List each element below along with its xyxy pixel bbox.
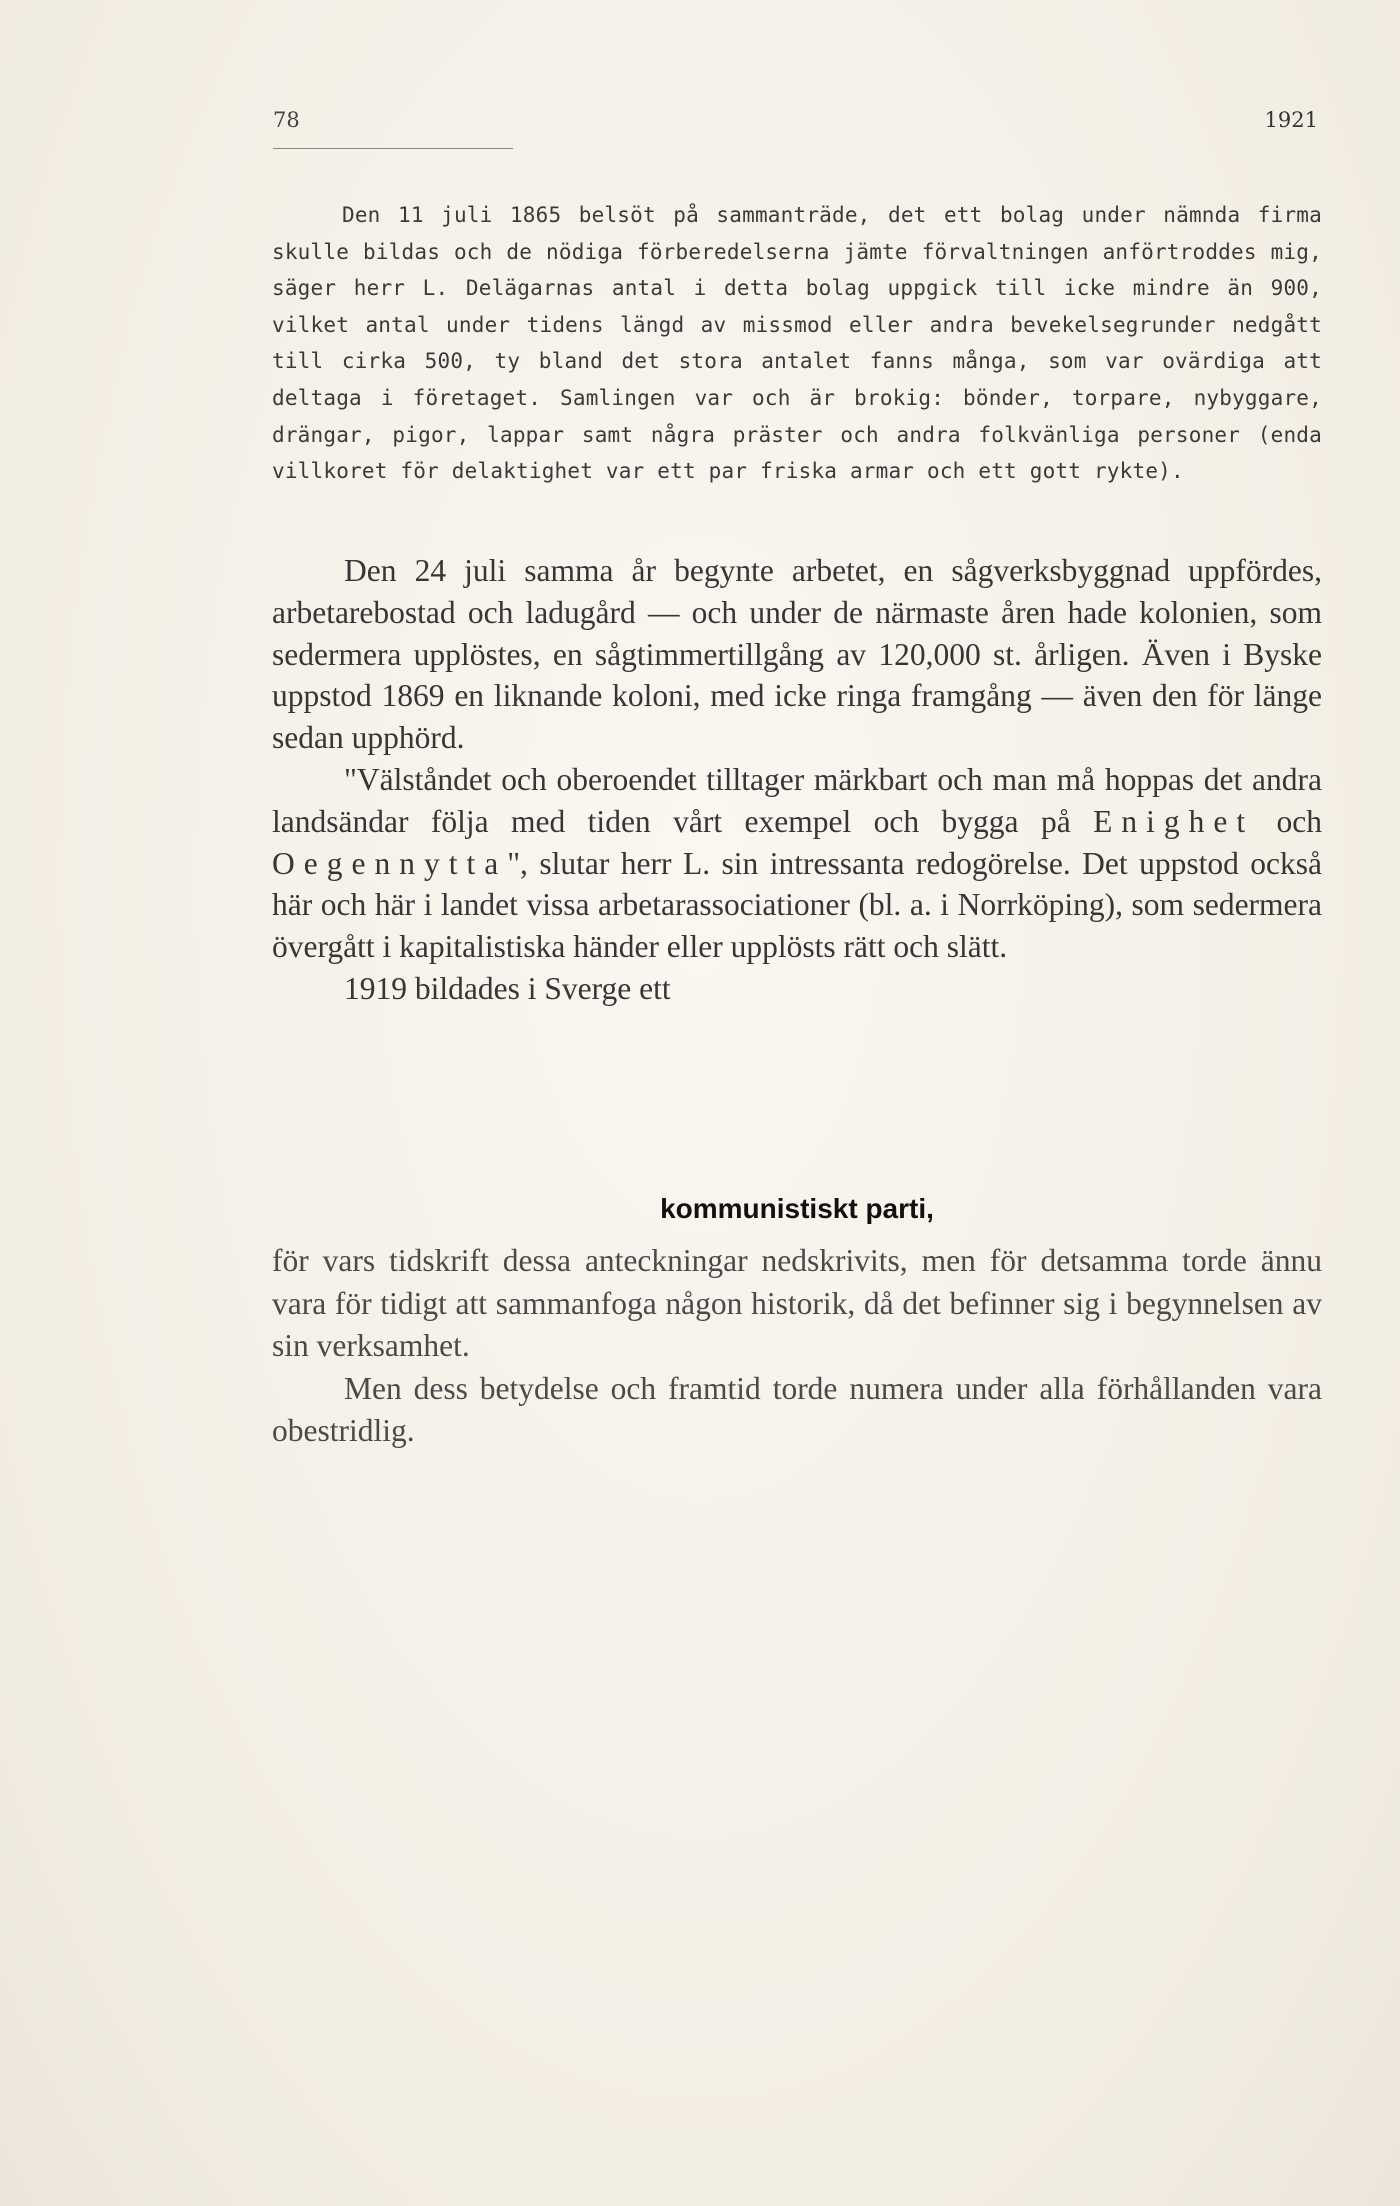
paragraph-2-start: "Välståndet och oberoendet tilltager märkbart och man må hoppas det andra landsändar följa med tiden vårt exempel och bygga på — [272, 761, 1322, 839]
closing-paragraph-1: för vars tidskrift dessa anteckningar nedskrivits, men för detsamma torde ännu vara för tidigt att sammanfoga någon historik, då det befinner sig i begynnelsen av sin verksamhet. — [272, 1243, 1322, 1363]
body-paragraph-3: 1919 bildades i Sverge ett — [344, 970, 671, 1006]
closing-text — [272, 1240, 1322, 1453]
quoted-testimony — [272, 197, 1322, 490]
paragraph-2-mid: och — [1254, 803, 1323, 839]
body-paragraph-1: Den 24 juli samma år begynte arbetet, en sågverksbyggnad uppfördes, arbetarebostad och ladugård — och under de närmaste åren hade kolonien, som sedermera upplöstes, en sågtimmertillgång av 120,000 st. årligen. Även i Byske uppstod 1869 en liknande koloni, med icke ringa framgång — även den för länge sedan upphörd. — [272, 553, 1322, 756]
quote-paragraph: Den 11 juli 1865 belsöt på sammanträde, det ett bolag under nämnda firma skulle bildas och de nödiga förberedelserna jämte förvaltningen anförtroddes mig, säger herr L. Delägarnas antal i detta bolag uppgick till icke mindre än 900, vilket antal under tidens längd av missmod eller andra bevekelsegrunder nedgått till cirka 500, ty bland det stora antalet fanns många, som var ovärdiga att deltaga i företaget. Samlingen var och är brokig: bönder, torpare, nybyggare, drängar, pigor, lappar samt några präster och andra folkvänliga personer (enda villkoret för delaktighet var ett par friska armar och ett gott rykte). — [272, 203, 1322, 484]
spaced-word-oegennytta: Oegennytta — [272, 845, 508, 881]
spaced-word-enighet: Enighet — [1093, 803, 1255, 839]
paragraph-2-end: ", slutar herr L. sin intressanta redogörelse. Det uppstod också här och här i landet vissa arbetarassociationer (bl. a. i Norrköping), som sedermera övergått i kapitalistiska händer eller upplösts rätt och slätt. — [272, 845, 1322, 965]
body-text — [272, 550, 1322, 1010]
closing-paragraph-2: Men dess betydelse och framtid torde numera under alla förhållanden vara obestridlig. — [272, 1370, 1322, 1448]
header-year: 1921 — [1264, 108, 1318, 132]
header-rule — [273, 148, 513, 149]
page-header — [273, 108, 1318, 148]
section-heading: kommunistiskt parti, — [660, 1193, 934, 1224]
page-number: 78 — [273, 108, 300, 132]
body-paragraph-2 — [272, 759, 1322, 968]
